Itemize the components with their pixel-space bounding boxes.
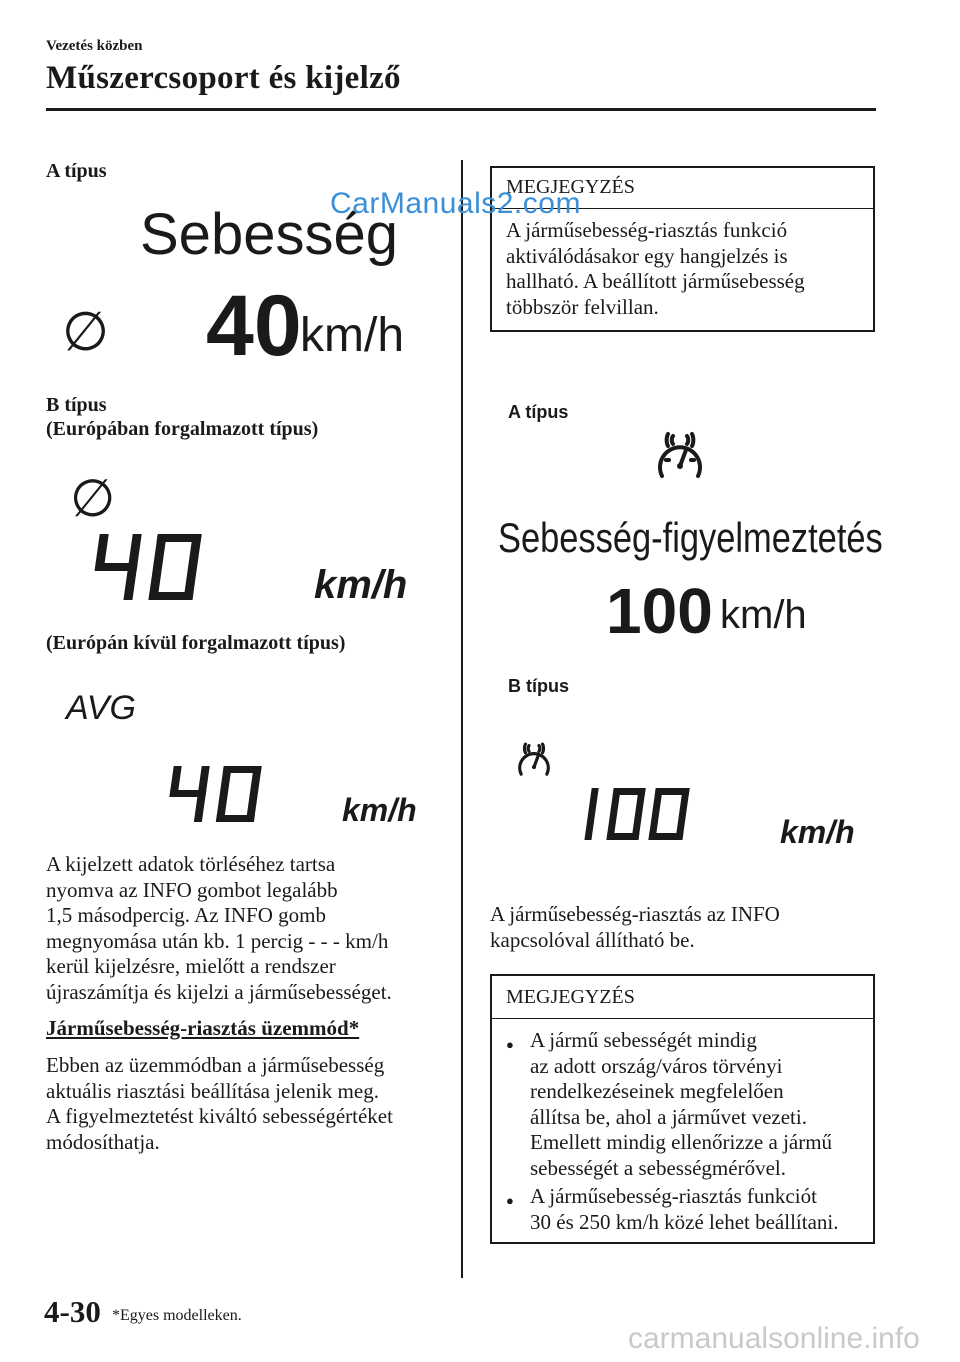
display-label-speed-warning: Sebesség-figyelmeztetés [498, 514, 883, 561]
note-bullet [530, 1184, 870, 1235]
text-line: kerül kijelzésre, mielőtt a rendszer [46, 954, 336, 978]
header-rule [46, 108, 876, 111]
text-line: aktiválódásakor egy hangjelzés is [506, 243, 788, 268]
text-line: nyomva az INFO gombot legalább [46, 877, 338, 902]
watermark-top: CarManuals2.com [330, 187, 581, 220]
text-line: A kijelzett adatok törléséhez tartsa [46, 852, 336, 876]
text-line: hallható. A beállított járműsebesség [506, 269, 805, 293]
footnote: *Egyes modelleken. [112, 1307, 242, 1324]
speed-alarm-icon [652, 424, 708, 485]
avg-label: AVG [66, 689, 136, 727]
text-line: 1,5 másodpercig. Az INFO gomb [46, 903, 326, 927]
type-a-heading: A típus [46, 160, 107, 182]
section-label: Vezetés közben [46, 38, 143, 54]
text-line: Emellett mindig ellenőrizze a jármű [530, 1130, 833, 1154]
segment-digits-icon [166, 764, 266, 824]
note-text [506, 218, 805, 320]
column-divider [461, 160, 463, 1278]
watermark-bottom: carmanualsonline.info [628, 1322, 920, 1355]
type-a-label: A típus [508, 402, 569, 422]
average-symbol-icon: ∅ [62, 302, 110, 362]
text-line: az adott ország/város törvényi [530, 1053, 783, 1078]
type-b-subheading: (Európában forgalmazott típus) [46, 418, 319, 440]
text-line: Ebben az üzemmódban a járműsebesség [46, 1053, 385, 1077]
text-line: rendelkezéseinek megfelelően [530, 1079, 784, 1103]
non-europe-heading: (Európán kívül forgalmazott típus) [46, 632, 346, 654]
average-symbol-icon: ∅ [70, 470, 116, 528]
segment-digits-icon [92, 532, 212, 602]
display-value: 100 [606, 575, 713, 647]
note-title: MEGJEGYZÉS [506, 176, 635, 198]
text-line: többször felvillan. [506, 294, 659, 319]
segment-display-40 [166, 764, 266, 824]
display-value: 40 [206, 278, 302, 374]
note-divider [492, 1018, 873, 1019]
page-number: 4-30 [44, 1294, 101, 1329]
type-b-label: B típus [508, 676, 569, 696]
text-line: megnyomása után kb. 1 percig - - - km/h [46, 928, 389, 953]
text-line: A járműsebesség-riasztás az INFO [490, 902, 780, 926]
note-box [490, 974, 875, 1244]
bullet-icon: ● [506, 1037, 514, 1052]
segment-display-40 [92, 532, 212, 602]
segment-digits-icon [578, 786, 694, 842]
info-paragraph [46, 852, 456, 1005]
speed-alarm-paragraph [46, 1053, 456, 1155]
speed-alarm-icon [514, 736, 554, 783]
text-line: újraszámítja és kijelzi a járműsebességet. [46, 979, 392, 1004]
display-unit: km/h [300, 309, 405, 362]
subheading-speed-alarm: Járműsebesség-riasztás üzemmód* [46, 1016, 360, 1040]
text-line: A járműsebesség-riasztás funkció [506, 218, 788, 242]
segment-display-100 [578, 786, 694, 842]
display-unit: km/h [720, 593, 807, 637]
text-line: módosíthatja. [46, 1129, 160, 1154]
note-title: MEGJEGYZÉS [506, 986, 635, 1008]
text-line: 30 és 250 km/h közé lehet beállítani. [530, 1209, 839, 1234]
page-title: Műszercsoport és kijelző [46, 60, 401, 96]
display-label-sebesseg: Sebesség [140, 202, 398, 267]
display-unit: km/h [314, 563, 408, 607]
text-line: állítsa be, ahol a járművet vezeti. [530, 1104, 807, 1129]
text-line: A járműsebesség-riasztás funkciót [530, 1184, 817, 1208]
text-line: sebességét a sebességmérővel. [530, 1155, 786, 1180]
info-switch-paragraph [490, 902, 875, 953]
note-bullet [530, 1028, 870, 1181]
text-line: aktuális riasztási beállítása jelenik meg. [46, 1078, 379, 1103]
text-line: A jármű sebességét mindig [530, 1028, 757, 1052]
bullet-icon: ● [506, 1193, 514, 1208]
display-unit: km/h [780, 814, 855, 850]
type-b-heading: B típus [46, 394, 107, 416]
text-line: kapcsolóval állítható be. [490, 927, 695, 952]
display-unit: km/h [342, 792, 417, 828]
text-line: A figyelmeztetést kiváltó sebességértéket [46, 1104, 393, 1128]
